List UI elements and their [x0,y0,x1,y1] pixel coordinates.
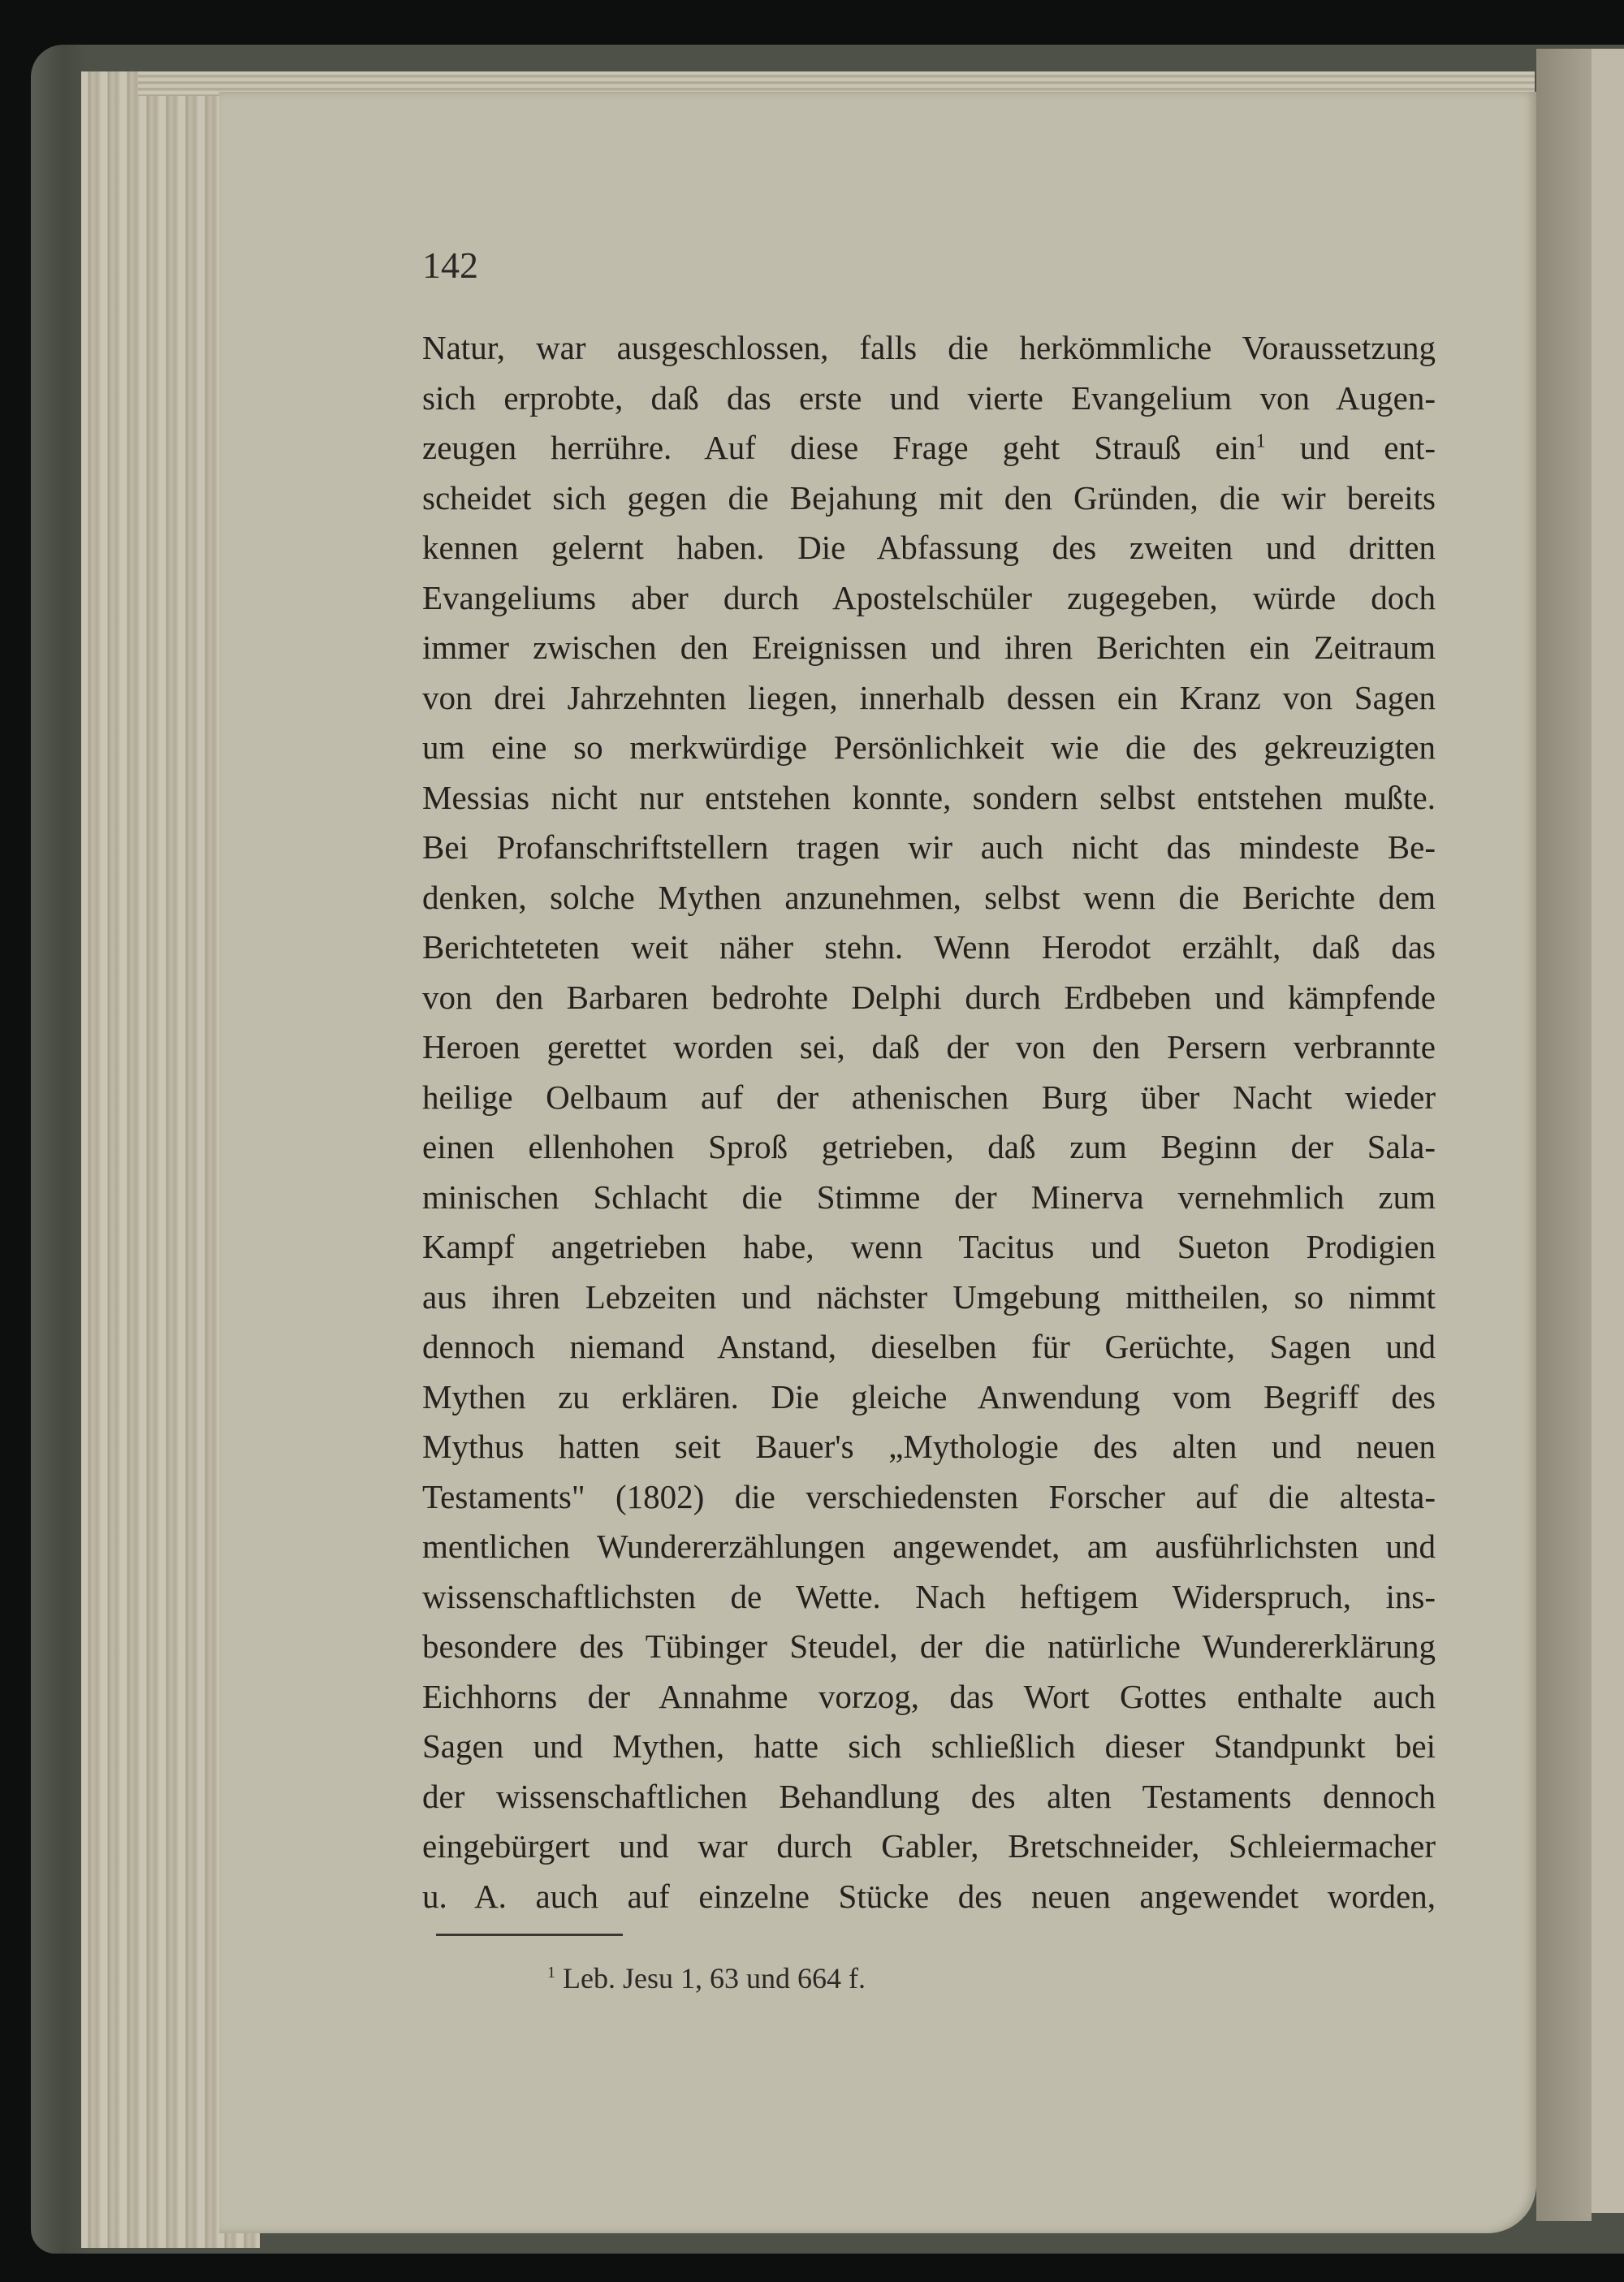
text-line [422,1073,1436,1123]
book-gutter [1536,49,1592,2221]
text-line [422,1173,1436,1223]
text-line-content: immer zwischen den Ereignissen und ihren Berichten ein Zeitraum [422,629,1436,666]
text-line [422,374,1436,424]
text-line-content: wissenschaftlichsten de Wette. Nach heftigem Widerspruch, ins- [422,1577,1436,1615]
text-line [422,1822,1436,1872]
text-line [422,1122,1436,1173]
text-line [422,1622,1436,1672]
text-line-content: dennoch niemand Anstand, dieselben für Gerüchte, Sagen und [422,1328,1436,1365]
text-line [422,873,1436,923]
text-line [422,1572,1436,1623]
text-line [422,923,1436,973]
text-line-content: aus ihren Lebzeiten und nächster Umgebung mittheilen, so nimmt [422,1277,1436,1316]
text-line [422,823,1436,873]
text-line [422,473,1436,524]
text-line [422,1273,1436,1323]
text-line-content: minischen Schlacht die Stimme der Minerva vernehmlich zum [422,1178,1436,1216]
text-line-content [422,423,1436,473]
text-line-content: kennen gelernt haben. Die Abfassung des zweiten und dritten [422,529,1436,566]
text-line-content: heilige Oelbaum auf der athenischen Burg über Nacht wieder [422,1078,1436,1116]
text-line [422,623,1436,673]
text-line-content: um eine so merkwürdige Persönlichkeit wie die des gekreuzigten [422,728,1436,766]
footnote [547,1961,866,1995]
text-line [422,673,1436,724]
body-text [422,323,1436,1921]
text-line [422,773,1436,823]
text-line-content: einen ellenhohen Sproß getrieben, daß zum Beginn der Sala- [422,1128,1436,1165]
text-segment: zeugen herrühre. Auf diese Frage geht Strauß ein [422,429,1256,466]
text-line [422,1222,1436,1273]
text-line-content: mentlichen Wundererzählungen angewendet, am ausführlichsten und [422,1528,1436,1565]
facing-page-edge [1592,49,1624,2213]
text-line [422,323,1436,374]
text-line [422,1772,1436,1822]
page-number: 142 [422,244,478,286]
footnote-reference: 1 [1255,430,1266,452]
text-line-content: denken, solche Mythen anzunehmen, selbst wenn die Berichte dem [422,878,1436,916]
text-line-content: Sagen und Mythen, hatte sich schließlich dieser Standpunkt bei [422,1727,1436,1765]
text-segment: und ent- [1299,429,1436,466]
text-line [422,1022,1436,1073]
text-line-content: Mythen zu erklären. Die gleiche Anwendung vom Begriff des [422,1377,1436,1415]
text-line-content: besondere des Tübinger Steudel, der die natürliche Wundererklärung [422,1627,1436,1665]
footnote-divider [436,1934,623,1936]
text-line-content: Eichhorns der Annahme vorzog, das Wort Gottes enthalte auch [422,1677,1436,1715]
text-line-content: sich erprobte, daß das erste und vierte Evangelium von Augen- [422,378,1436,417]
text-line-content: Testaments" (1802) die verschiedensten Forscher auf die altesta- [422,1477,1436,1515]
footnote-text: Leb. Jesu 1, 63 und 664 f. [563,1962,866,1995]
text-line [422,1872,1436,1922]
text-line-content: Mythus hatten seit Bauer's „Mythologie des alten und neuen [422,1428,1436,1465]
text-line-content: von drei Jahrzehnten liegen, innerhalb dessen ein Kranz von Sagen [422,678,1436,716]
text-line-content: Berichteteten weit näher stehn. Wenn Herodot erzählt, daß das [422,928,1436,966]
text-line-content: eingebürgert und war durch Gabler, Bretschneider, Schleiermacher [422,1827,1436,1865]
text-line-content: Natur, war ausgeschlossen, falls die herkömmliche Voraussetzung [422,329,1436,366]
footnote-marker: 1 [547,1964,555,1982]
text-line-content: Heroen gerettet worden sei, daß der von den Persern verbrannte [422,1028,1436,1065]
text-line [422,523,1436,573]
text-line [422,723,1436,773]
text-line-content: Bei Profanschriftstellern tragen wir auch nicht das mindeste Be- [422,828,1436,866]
text-line-content: der wissenschaftlichen Behandlung des alten Testaments dennoch [422,1777,1436,1815]
text-line [422,1372,1436,1423]
text-line [422,1422,1436,1472]
text-line [422,573,1436,624]
text-line-content: Evangeliums aber durch Apostelschüler zugegeben, würde doch [422,578,1436,616]
text-line [422,1672,1436,1722]
text-line [422,1472,1436,1523]
text-line-content: u. A. auch auf einzelne Stücke des neuen angewendet worden, [422,1877,1436,1915]
text-line [422,973,1436,1023]
text-line [422,1322,1436,1372]
text-line-content: von den Barbaren bedrohte Delphi durch Erdbeben und kämpfende [422,978,1436,1016]
text-line-content: scheidet sich gegen die Bejahung mit den Gründen, die wir bereits [422,478,1436,516]
text-line [422,423,1436,473]
text-line-content: Messias nicht nur entstehen konnte, sondern selbst entstehen mußte. [422,778,1436,816]
text-line-content: Kampf angetrieben habe, wenn Tacitus und Sueton Prodigien [422,1228,1436,1265]
text-line [422,1522,1436,1572]
text-line [422,1722,1436,1772]
